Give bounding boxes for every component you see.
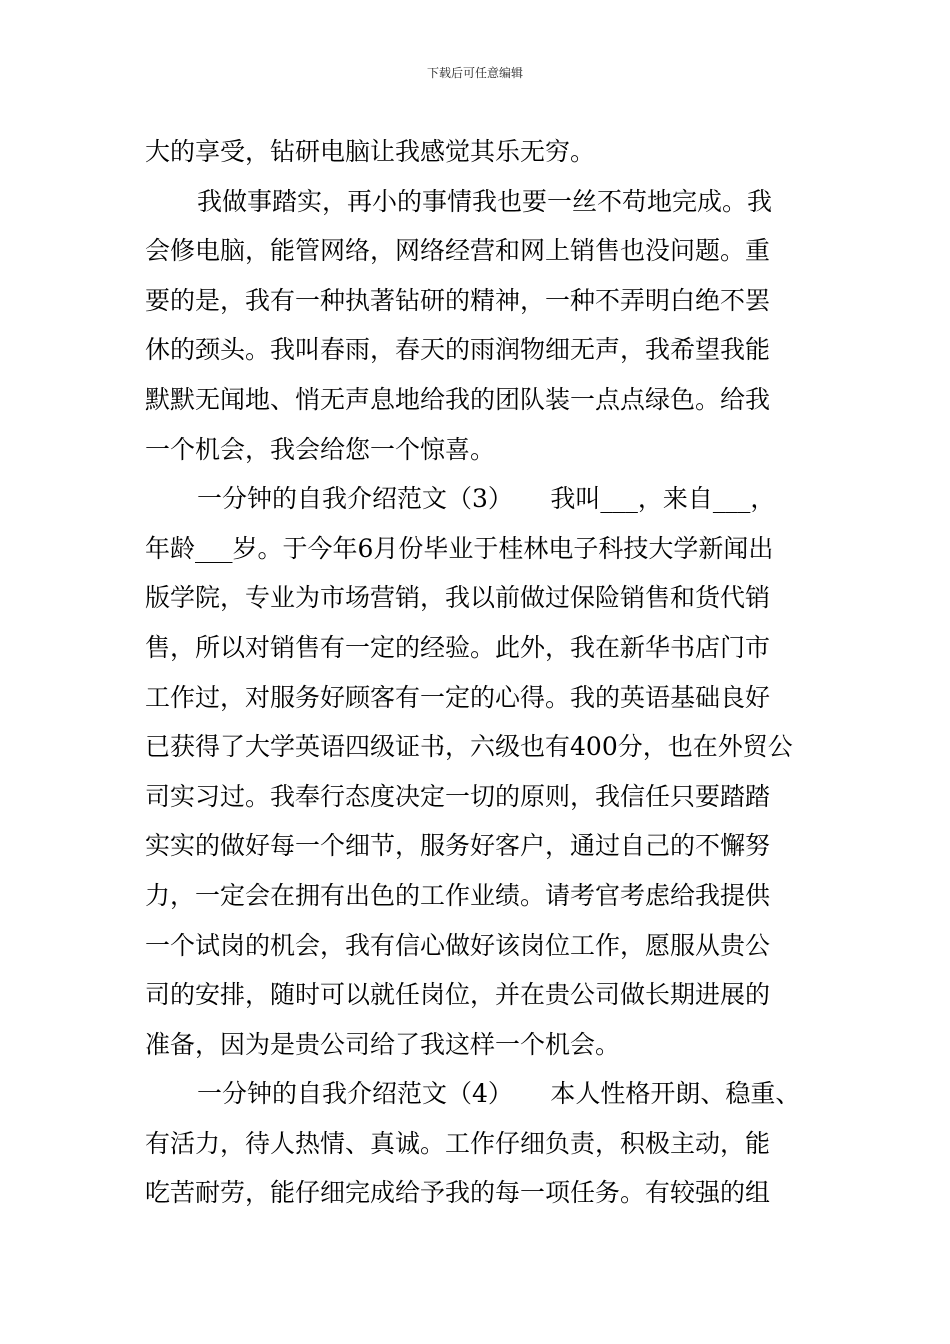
text-line: 司实习过。我奉行态度决定一切的原则，我信任只要踏踏: [145, 781, 771, 811]
paragraph-start-line: 我做事踏实，再小的事情我也要一丝不苟地完成。我: [197, 186, 773, 216]
text-line: 年龄___岁。于今年6月份毕业于桂林电子科技大学新闻出: [145, 533, 774, 563]
text-line: 工作过，对服务好顾客有一定的心得。我的英语基础良好: [145, 682, 771, 712]
text-line: 会修电脑，能管网络，网络经营和网上销售也没问题。重: [145, 236, 771, 266]
section-heading-line: 一分钟的自我介绍范文（3） 我叫___，来自___，: [197, 484, 776, 514]
text-line: 有活力，待人热情、真诚。工作仔细负责，积极主动，能: [145, 1128, 771, 1158]
section-heading-line: 一分钟的自我介绍范文（4） 本人性格开朗、稳重、: [197, 1079, 801, 1109]
text-line: 吃苦耐劳，能仔细完成给予我的每一项任务。有较强的组: [145, 1178, 771, 1208]
text-line: 售，所以对销售有一定的经验。此外，我在新华书店门市: [145, 632, 771, 662]
text-line: 力，一定会在拥有出色的工作业绩。请考官考虑给我提供: [145, 880, 771, 910]
text-line: 要的是，我有一种执著钻研的精神，一种不弄明白绝不罢: [145, 285, 771, 315]
text-line: 司的安排，随时可以就任岗位，并在贵公司做长期进展的: [145, 980, 771, 1010]
text-line: 一个机会，我会给您一个惊喜。: [145, 434, 496, 464]
text-line: 一个试岗的机会，我有信心做好该岗位工作，愿服从贵公: [145, 930, 771, 960]
text-line: 实实的做好每一个细节，服务好客户，通过自己的不懈努: [145, 831, 771, 861]
text-line: 版学院，专业为市场营销，我以前做过保险销售和货代销: [145, 583, 771, 613]
text-line: 大的享受，钻研电脑让我感觉其乐无穷。: [145, 137, 596, 166]
document-body: [145, 127, 825, 1218]
text-line: 已获得了大学英语四级证书，六级也有400分，也在外贸公: [145, 732, 793, 762]
text-line: 准备，因为是贵公司给了我这样一个机会。: [145, 1029, 621, 1059]
text-line: 默默无闻地、悄无声息地给我的团队装一点点绿色。给我: [145, 384, 771, 414]
text-line: 休的颈头。我叫春雨，春天的雨润物细无声，我希望我能: [145, 335, 771, 365]
page-header: 下载后可任意编辑: [426, 66, 523, 80]
